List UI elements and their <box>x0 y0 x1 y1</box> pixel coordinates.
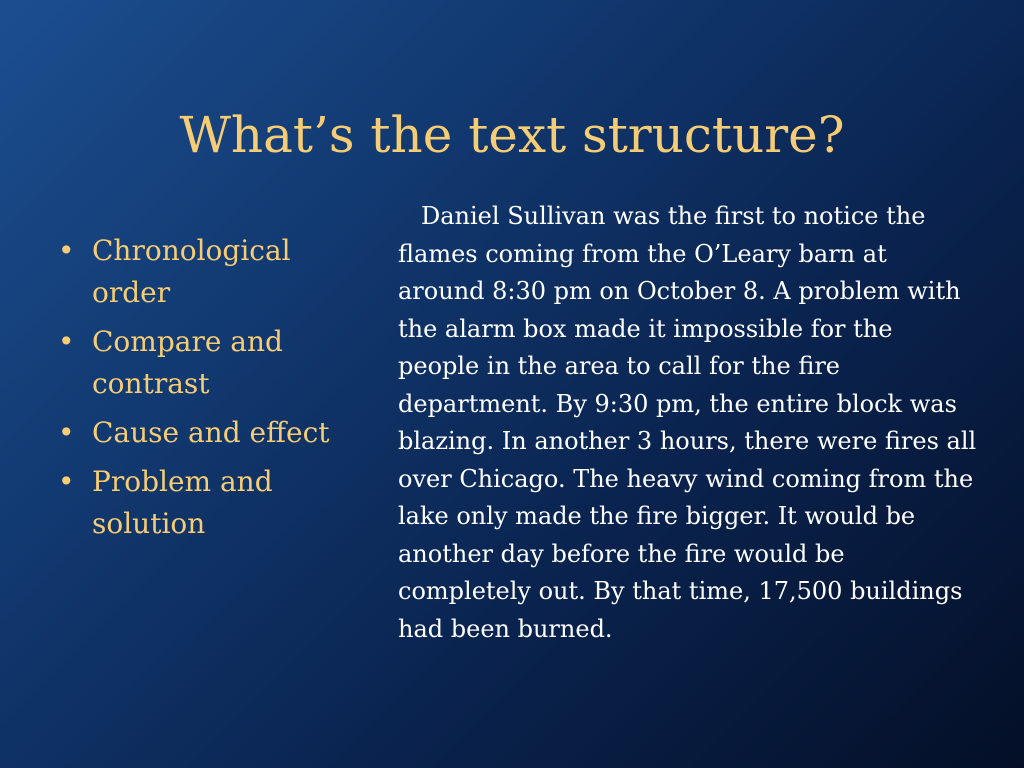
passage-text: Daniel Sullivan was the first to notice the flames coming from the O’Leary barn at around 8:30 pm on October 8. A problem with the alarm box made it impossible for the people in the area to call for the fire department. By 9:30 pm, the entire block was blazing. In another 3 hours, there were fires all over Chicago. The heavy wind coming from the lake only made the fire bigger. It would be another day before the fire would be completely out. By that time, 17,500 buildings had been burned. <box>398 202 977 643</box>
bullet-icon: • <box>58 234 75 267</box>
slide-title: What’s the text structure? <box>179 106 845 164</box>
bullet-icon: • <box>58 325 75 358</box>
option-label: Compare and contrast <box>92 325 283 400</box>
option-label: Cause and effect <box>92 416 330 449</box>
option-label: Chronological order <box>92 234 291 309</box>
option-label: Problem and solution <box>92 465 273 540</box>
option-item <box>58 412 358 454</box>
text-structure-options <box>58 230 358 552</box>
bullet-icon: • <box>58 416 75 449</box>
option-item <box>58 321 358 405</box>
bullet-icon: • <box>58 465 75 498</box>
option-item <box>58 230 358 314</box>
option-item <box>58 461 358 545</box>
